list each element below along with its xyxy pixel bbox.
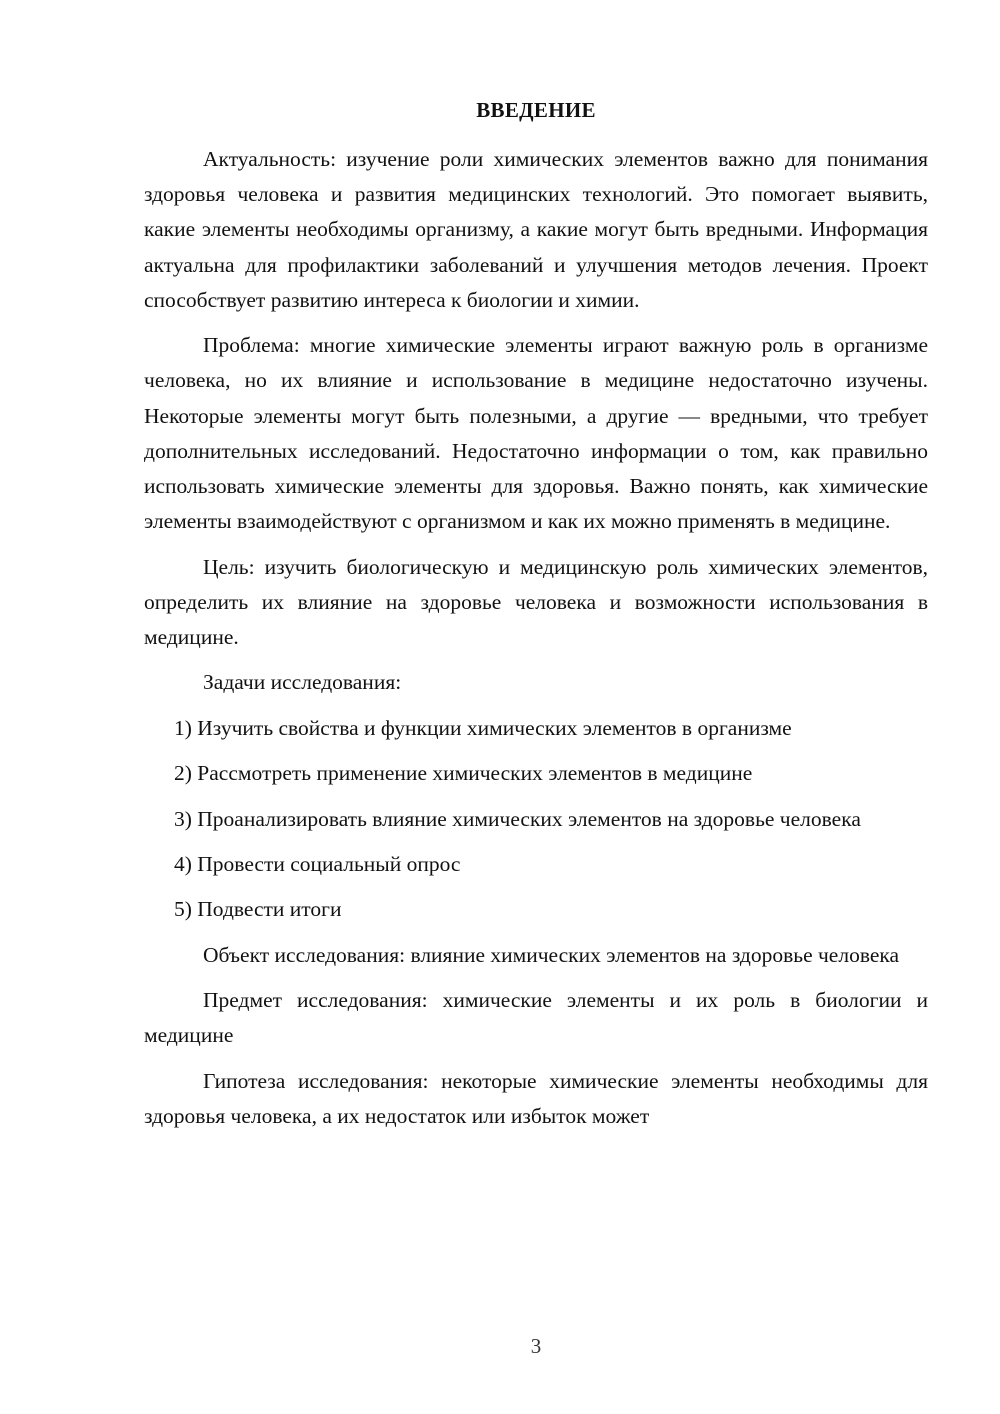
section-title: ВВЕДЕНИЕ bbox=[476, 98, 596, 122]
task-item: 3) Проанализировать влияние химических элементов на здоровье человека bbox=[174, 806, 861, 831]
paragraph-tasks-heading: Задачи исследования: bbox=[203, 670, 402, 695]
task-item: 5) Подвести итоги bbox=[174, 897, 342, 922]
task-item: 4) Провести социальный опрос bbox=[174, 851, 461, 876]
task-item: 2) Рассмотреть применение химических элементов в медицине bbox=[174, 761, 753, 786]
paragraph-hypothesis: Гипотеза исследования: некоторые химические элементы необходимы для здоровья человека, а их недостаток или избыток может bbox=[144, 1068, 928, 1128]
paragraph-relevance: Актуальность: изучение роли химических элементов важно для понимания здоровья человека и развития медицинских технологий. Это помогает выявить, какие элементы необходимы организму, а какие могут быть вредными. Информация актуальна для профилактики заболеваний и улучшения методов лечения. Проект способствует развитию интереса к биологии и химии. bbox=[144, 147, 928, 312]
paragraph-subject: Предмет исследования: химические элементы и их роль в биологии и медицине bbox=[144, 988, 928, 1048]
page-number: 3 bbox=[530, 1334, 542, 1358]
task-item: 1) Изучить свойства и функции химических элементов в организме bbox=[174, 715, 792, 740]
paragraph-problem: Проблема: многие химические элементы играют важную роль в организме человека, но их влияние и использование в медицине недостаточно изучены. Некоторые элементы могут быть полезными, а другие — вредными, что требует дополнительных исследований. Недостаточно информации о том, как правильно использовать химические элементы для здоровья. Важно понять, как химические элементы взаимодействуют с организмом и как их можно применять в медицине. bbox=[144, 333, 928, 534]
body-text bbox=[144, 142, 928, 1144]
paragraph-object: Объект исследования: влияние химических элементов на здоровье человека bbox=[203, 942, 900, 967]
paragraph-goal: Цель: изучить биологическую и медицинскую роль химических элементов, определить их влияние на здоровье человека и возможности использования в медицине. bbox=[144, 554, 928, 650]
